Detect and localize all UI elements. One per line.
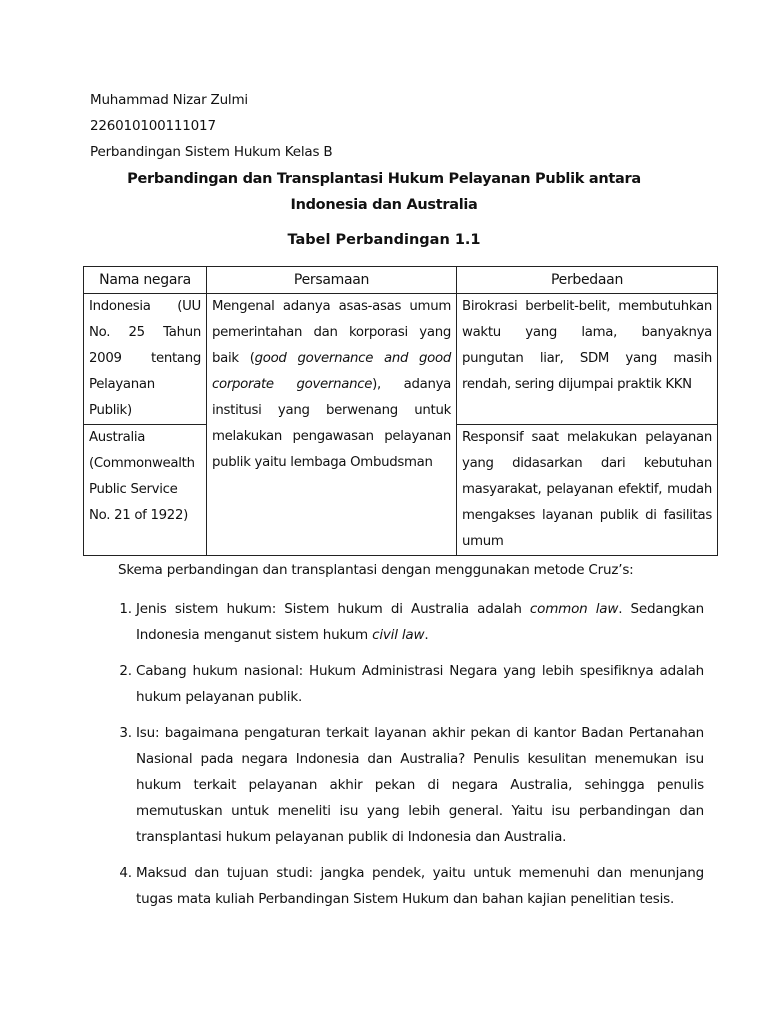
item-text: Jenis sistem hukum: Sistem hukum di Australia adalah <box>136 601 530 617</box>
similarity-text-end: ), adanya institusi yang berwenang untuk melakukan pengawasan pelayanan publik yaitu lembaga Ombudsman <box>212 377 451 470</box>
similarity-text: Mengenal adanya asas-asas umum pemerintahan dan korporasi yang baik ( <box>212 299 451 366</box>
course-name: Perbandingan Sistem Hukum Kelas B <box>90 144 333 160</box>
comparison-table <box>83 266 718 556</box>
list-item: 4. Maksud dan tujuan studi: jangka pendek, yaitu untuk memenuhi dan menunjang tugas mata kuliah Perbandingan Sistem Hukum dan bahan kajian penelitian tesis. <box>136 860 704 912</box>
intro-text: Skema perbandingan dan transplantasi dengan menggunakan metode Cruz’s: <box>118 562 634 578</box>
table-header-row <box>84 267 718 294</box>
table-caption: Tabel Perbandingan 1.1 <box>287 232 481 248</box>
country-cell: Indonesia (UU No. 25 Tahun 2009 tentang Pelayanan Publik) <box>84 294 207 425</box>
numbered-list <box>110 596 704 922</box>
difference-cell: Birokrasi berbelit-belit, membutuhkan waktu yang lama, banyaknya pungutan liar, SDM yang masih rendah, sering dijumpai praktik KKN <box>457 294 718 425</box>
header-similarity: Persamaan <box>207 267 457 294</box>
table-row <box>84 294 718 425</box>
item-italic: civil law <box>372 627 425 643</box>
header-difference: Perbedaan <box>457 267 718 294</box>
list-item <box>136 596 704 648</box>
list-item: 3. Isu: bagaimana pengaturan terkait layanan akhir pekan di kantor Badan Pertanahan Nasional pada negara Indonesia dan Australia? Penulis kesulitan menemukan isu hukum terkait pelayanan akhir pekan di negara Australia, sehingga penulis memutuskan untuk meneliti isu yang lebih general. Yaitu isu perbandingan dan transplantasi hukum pelayanan publik di Indonesia dan Australia. <box>136 720 704 850</box>
item-italic: common law <box>529 601 619 617</box>
header-country: Nama negara <box>84 267 207 294</box>
student-id: 226010100111017 <box>90 118 216 134</box>
list-item: 2. Cabang hukum nasional: Hukum Administrasi Negara yang lebih spesifiknya adalah hukum pelayanan publik. <box>136 658 704 710</box>
country-cell: Australia (Commonwealth Public Service No. 21 of 1922) <box>84 425 207 556</box>
author-name: Muhammad Nizar Zulmi <box>90 92 248 108</box>
document-title: Perbandingan dan Transplantasi Hukum Pelayanan Publik antara Indonesia dan Australia <box>127 171 641 213</box>
similarity-italic: good governance and good corporate governance <box>212 351 451 392</box>
similarity-cell <box>207 294 457 556</box>
item-text: . Sedangkan Indonesia menganut sistem hukum <box>136 601 705 643</box>
item-text: . <box>424 627 429 643</box>
difference-cell: Responsif saat melakukan pelayanan yang didasarkan dari kebutuhan masyarakat, pelayanan efektif, mudah mengakses layanan publik di fasilitas umum <box>457 425 718 556</box>
